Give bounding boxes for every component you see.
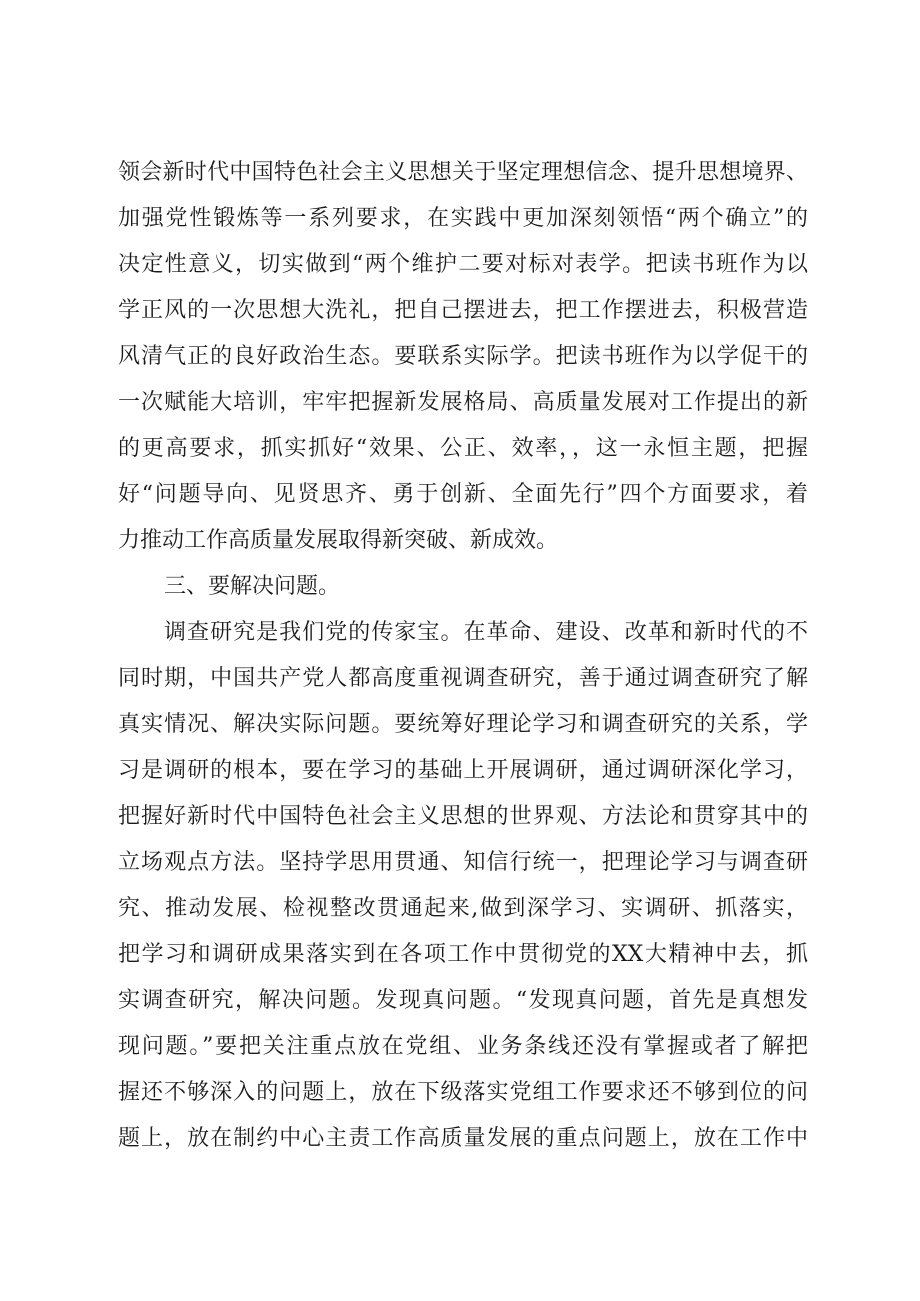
text-line: 力推动工作高质量发展取得新突破、新成效。 [118, 528, 559, 553]
text-line: 习是调研的根本，要在学习的基础上开展调研，通过调研深化学习， [118, 758, 808, 783]
text-line: 好“问题导向、见贤思齐、勇于创新、全面先行”四个方面要求，着 [118, 482, 808, 507]
text-line: 把握好新时代中国特色社会主义思想的世界观、方法论和贯穿其中的 [118, 804, 808, 829]
text-line: 握还不够深入的问题上，放在下级落实党组工作要求还不够到位的问 [118, 1080, 808, 1105]
document-body [118, 150, 808, 1162]
text-line: 的更高要求，抓实抓好“效果、公正、效率，，这一永恒主题，把握 [118, 436, 808, 461]
text-line: 究、推动发展、检视整改贯通起来,做到深学习、实调研、抓落实， [118, 896, 808, 921]
text-line: 立场观点方法。坚持学思用贯通、知信行统一，把理论学习与调查研 [118, 850, 808, 875]
text-line: 现问题。”要把关注重点放在党组、业务条线还没有掌握或者了解把 [118, 1034, 808, 1059]
text-line: 真实情况、解决实际问题。要统筹好理论学习和调查研究的关系，学 [118, 712, 808, 737]
text-line: 调查研究是我们党的传家宝。在革命、建设、改革和新时代的不 [164, 620, 808, 645]
text-line: 加强党性锻炼等一系列要求，在实践中更加深刻领悟“两个确立”的 [118, 206, 808, 231]
text-line: 同时期，中国共产党人都高度重视调查研究，善于通过调查研究了解 [118, 666, 808, 691]
text-line: 把学习和调研成果落实到在各项工作中贯彻党的XX大精神中去，抓 [118, 942, 808, 967]
text-line: 领会新时代中国特色社会主义思想关于坚定理想信念、提升思想境界、 [118, 160, 808, 185]
text-line: 决定性意义，切实做到“两个维护二要对标对表学。把读书班作为以 [118, 252, 808, 277]
text-line: 题上，放在制约中心主责工作高质量发展的重点问题上，放在工作中 [118, 1126, 808, 1151]
section-heading: 三、要解决问题。 [164, 574, 341, 599]
text-line: 一次赋能大培训，牢牢把握新发展格局、高质量发展对工作提出的新 [118, 390, 808, 415]
text-line: 实调查研究，解决问题。发现真问题。“发现真问题，首先是真想发 [118, 988, 808, 1013]
text-line: 风清气正的良好政治生态。要联系实际学。把读书班作为以学促干的 [118, 344, 808, 369]
text-line: 学正风的一次思想大洗礼，把自己摆进去，把工作摆进去，积极营造 [118, 298, 808, 323]
